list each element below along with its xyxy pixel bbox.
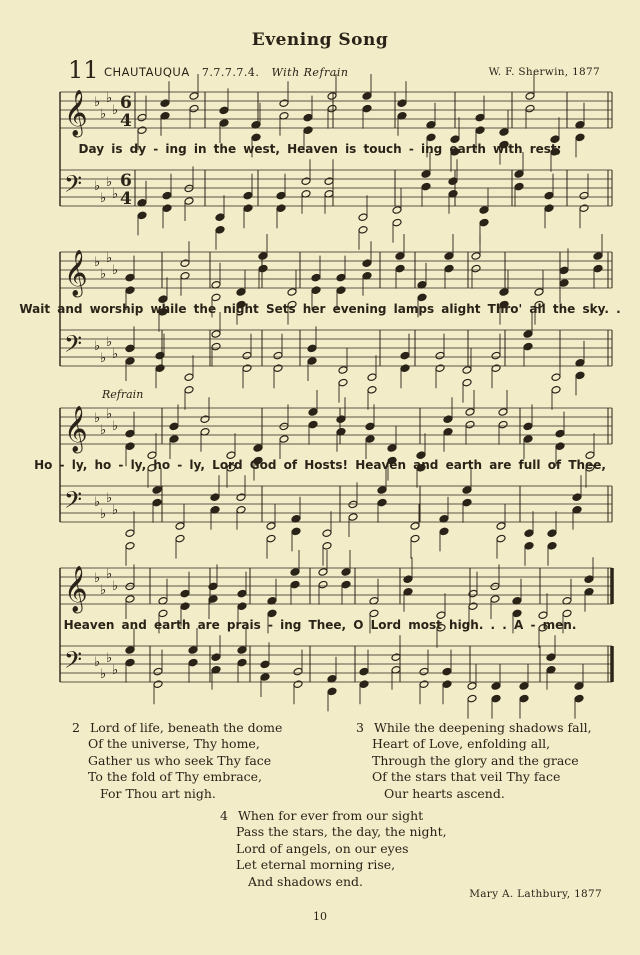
svg-text:♭: ♭ xyxy=(112,663,119,678)
svg-text:♭: ♭ xyxy=(94,571,101,586)
svg-text:♭: ♭ xyxy=(94,655,101,670)
svg-text:4: 4 xyxy=(120,111,132,131)
svg-text:♭: ♭ xyxy=(106,567,113,582)
svg-text:♭: ♭ xyxy=(106,335,113,350)
hymn-number: 11 xyxy=(68,56,99,84)
verse-number: 4 xyxy=(220,808,228,823)
svg-text:𝄢: 𝄢 xyxy=(64,486,83,519)
svg-text:♭: ♭ xyxy=(94,179,101,194)
svg-text:♭: ♭ xyxy=(106,251,113,266)
svg-text:♭: ♭ xyxy=(100,351,107,366)
verse-3: 3 While the deepening shadows fall, Heart of Love, enfolding all, Through the glory and the grace Of the stars that veil Thy face Our hearts ascend. xyxy=(356,720,592,801)
author-credit: Mary A. Lathbury, 1877 xyxy=(469,888,602,900)
svg-text:𝄞: 𝄞 xyxy=(64,250,88,296)
svg-text:♭: ♭ xyxy=(106,491,113,506)
staff-system-3 xyxy=(60,390,612,566)
svg-text:4: 4 xyxy=(120,189,132,209)
svg-text:♭: ♭ xyxy=(100,107,107,122)
svg-text:𝄞: 𝄞 xyxy=(64,90,88,136)
svg-text:♭: ♭ xyxy=(106,407,113,422)
svg-text:♭: ♭ xyxy=(112,579,119,594)
svg-text:♭: ♭ xyxy=(112,187,119,202)
svg-text:♭: ♭ xyxy=(100,507,107,522)
page-number: 10 xyxy=(313,910,327,923)
svg-text:𝄢: 𝄢 xyxy=(64,170,83,203)
refrain-label: Refrain xyxy=(102,388,144,401)
composer-credit: W. F. Sherwin, 1877 xyxy=(488,66,600,78)
svg-text:6: 6 xyxy=(120,171,132,191)
tune-meter: 7.7.7.7.4. xyxy=(201,66,260,79)
lyric-line-1: Day is dy - ing in the west, Heaven is touch - ing earth with rest; xyxy=(78,142,562,156)
verse-number: 2 xyxy=(72,720,80,735)
svg-text:♭: ♭ xyxy=(106,175,113,190)
svg-text:♭: ♭ xyxy=(100,423,107,438)
tune-refrain-note: With Refrain xyxy=(271,66,349,79)
svg-text:♭: ♭ xyxy=(112,103,119,118)
svg-text:♭: ♭ xyxy=(94,339,101,354)
lyric-line-2: Wait and worship while the night Sets her evening lamps alight Thro' all the sky. . xyxy=(19,302,621,316)
svg-text:♭: ♭ xyxy=(94,95,101,110)
svg-text:♭: ♭ xyxy=(100,191,107,206)
verse-number: 3 xyxy=(356,720,364,735)
svg-text:♭: ♭ xyxy=(94,495,101,510)
verse-4: 4 When for ever from our sight Pass the stars, the day, the night, Lord of angels, on our eyes Let eternal morning rise, And shadows end. xyxy=(220,808,447,889)
svg-text:♭: ♭ xyxy=(100,667,107,682)
svg-text:♭: ♭ xyxy=(112,419,119,434)
svg-text:𝄞: 𝄞 xyxy=(64,566,88,612)
svg-text:♭: ♭ xyxy=(112,347,119,362)
svg-text:𝄢: 𝄢 xyxy=(64,330,83,363)
tune-name: CHAUTAUQUA xyxy=(104,65,190,79)
svg-text:♭: ♭ xyxy=(100,583,107,598)
svg-text:♭: ♭ xyxy=(94,255,101,270)
svg-text:6: 6 xyxy=(120,93,132,113)
svg-text:♭: ♭ xyxy=(100,267,107,282)
svg-text:♭: ♭ xyxy=(106,651,113,666)
lyric-line-4: Heaven and earth are prais - ing Thee, O Lord most high. . . A - men. xyxy=(63,618,577,632)
svg-text:♭: ♭ xyxy=(94,411,101,426)
svg-text:♭: ♭ xyxy=(112,503,119,518)
svg-text:𝄢: 𝄢 xyxy=(64,646,83,679)
staff-system-1 xyxy=(60,74,612,250)
svg-text:𝄞: 𝄞 xyxy=(64,406,88,452)
hymn-title: Evening Song xyxy=(251,30,389,50)
verse-2: 2 Lord of life, beneath the dome Of the universe, Thy home, Gather us who seek Thy face To the fold of Thy embrace, For Thou art nigh. xyxy=(72,720,283,801)
staff-system-2 xyxy=(60,234,612,410)
staff-system-4 xyxy=(60,550,612,719)
lyric-line-3: Ho - ly, ho - ly, ho - ly, Lord God of Hosts! Heaven and earth are full of Thee, xyxy=(34,458,606,472)
svg-text:♭: ♭ xyxy=(106,91,113,106)
svg-text:♭: ♭ xyxy=(112,263,119,278)
